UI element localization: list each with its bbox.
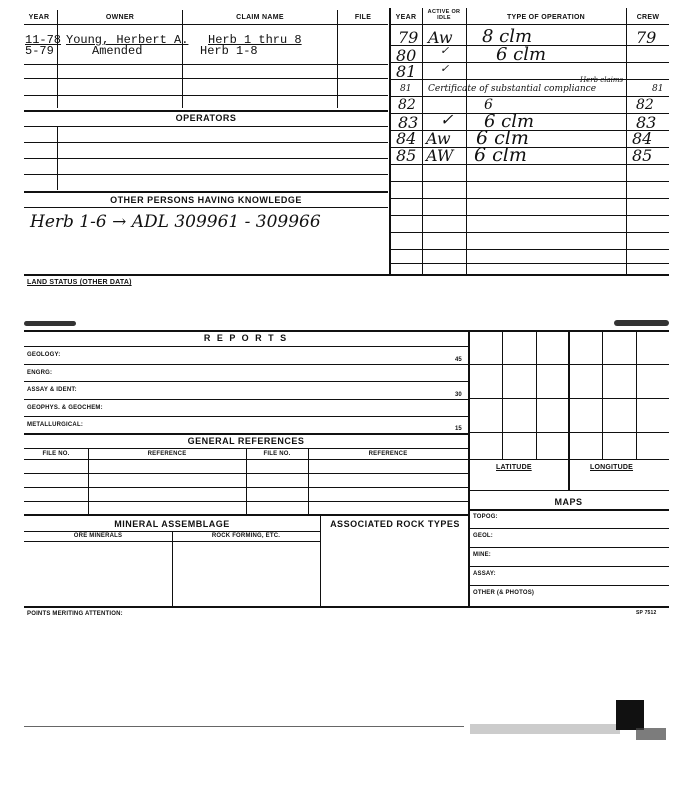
work-year-81b: 81: [400, 84, 412, 94]
section-divider: [468, 330, 470, 606]
col-rule: [246, 448, 247, 514]
report-engrg: ENGRG:: [27, 370, 53, 376]
work-op-81b: Certificate of substantial compliance: [428, 84, 597, 94]
rock-forming-header: ROCK FORMING, ETC.: [211, 533, 281, 539]
work-crew-82: 82: [636, 97, 654, 113]
grid-rule: [468, 432, 669, 433]
work-active-85: AW: [426, 146, 454, 165]
row-rule: [24, 64, 388, 65]
report-num-15: 15: [455, 426, 462, 432]
claims-file-header: FILE: [354, 14, 372, 21]
row-rule: [389, 79, 669, 80]
work-crew-79: 79: [636, 28, 657, 47]
work-year-85: 85: [396, 146, 417, 165]
scan-artifact: [614, 320, 669, 326]
row-rule: [24, 142, 388, 143]
crew-header: CREW: [636, 14, 660, 21]
claim-name-2: Herb 1-8: [200, 44, 258, 58]
work-crew-84: 84: [632, 129, 653, 148]
col-rule: [466, 8, 467, 274]
col-rule: [182, 10, 183, 108]
maps-title: MAPS: [554, 497, 583, 507]
row-rule: [468, 490, 669, 491]
col-rule: [57, 126, 58, 190]
work-active-84: Aw: [426, 129, 451, 148]
row-rule: [389, 181, 669, 182]
work-crew-83: 83: [636, 113, 657, 132]
points-rule: [24, 606, 669, 608]
land-status-rule: [24, 274, 669, 276]
reports-rule: [24, 330, 669, 332]
grid-rule: [536, 331, 537, 459]
report-geology: GEOLOGY:: [27, 352, 61, 358]
scan-artifact: [24, 726, 464, 727]
row-rule: [24, 126, 388, 127]
claims-name-header: CLAIM NAME: [236, 14, 284, 21]
grid-rule: [568, 331, 570, 490]
section-divider: [389, 8, 391, 274]
work-note-81b: Herb claims: [580, 76, 624, 84]
work-active-79: Aw: [428, 28, 453, 47]
grid-rule: [502, 331, 503, 459]
row-rule: [24, 174, 388, 175]
report-assay: ASSAY & IDENT:: [27, 387, 77, 393]
work-year-82: 82: [398, 97, 416, 113]
ore-minerals-header: ORE MINERALS: [73, 533, 123, 539]
operation-header: TYPE OF OPERATION: [506, 14, 586, 21]
col-rule: [626, 8, 627, 274]
work-year-80: 80: [396, 46, 417, 65]
work-crew-85: 85: [632, 146, 653, 165]
row-rule: [468, 528, 669, 529]
work-year-83: 83: [398, 113, 419, 132]
work-op-82: 6: [484, 97, 493, 113]
row-rule: [468, 585, 669, 586]
row-rule: [24, 158, 388, 159]
row-rule: [468, 566, 669, 567]
section-rule: [24, 433, 468, 435]
work-op-84: 6 clm: [476, 127, 529, 149]
work-active-81a: ✓: [440, 62, 450, 75]
claim-owner-1: Young, Herbert A.: [66, 33, 189, 47]
col-rule: [88, 448, 89, 514]
claim-name-1: Herb 1 thru 8: [208, 33, 302, 47]
report-metallurgical: METALLURGICAL:: [27, 422, 84, 428]
row-rule: [24, 399, 468, 400]
other-persons-note: Herb 1-6 → ADL 309961 - 309966: [30, 212, 321, 232]
ref-col-ref1: REFERENCE: [147, 451, 187, 457]
col-rule: [422, 8, 423, 274]
work-crew-81b: 81: [652, 84, 664, 94]
work-op-85: 6 clm: [474, 144, 527, 166]
other-persons-title: OTHER PERSONS HAVING KNOWLEDGE: [110, 195, 302, 205]
grid-rule: [636, 331, 637, 459]
claim-owner-2: Amended: [92, 44, 143, 58]
row-rule: [24, 381, 468, 382]
grid-rule: [468, 398, 669, 399]
row-rule: [389, 215, 669, 216]
general-references-title: GENERAL REFERENCES: [187, 436, 305, 446]
operators-title: OPERATORS: [175, 113, 237, 123]
row-rule: [389, 249, 669, 250]
row-rule: [24, 346, 468, 347]
col-rule: [320, 514, 321, 606]
scan-artifact: [616, 700, 644, 730]
work-active-83: ✓: [440, 110, 454, 129]
header-rule: [24, 24, 388, 25]
row-rule: [24, 207, 388, 208]
row-rule: [24, 416, 468, 417]
header-rule: [389, 24, 669, 25]
maps-topog: TOPOG:: [473, 514, 498, 520]
row-rule: [389, 198, 669, 199]
work-op-83: 6 clm: [484, 111, 535, 132]
row-rule: [24, 78, 388, 79]
claim-year-1: 11-78: [25, 33, 62, 47]
report-num-30: 30: [455, 392, 462, 398]
scan-artifact: [24, 321, 76, 326]
ref-col-ref2: REFERENCE: [368, 451, 408, 457]
land-status-label: LAND STATUS (OTHER DATA): [27, 279, 132, 286]
maps-mine: MINE:: [473, 552, 491, 558]
col-rule: [57, 10, 58, 108]
latitude-label: LATITUDE: [496, 464, 532, 471]
col-rule: [172, 531, 173, 606]
claim-year-2: 5-79: [25, 44, 54, 58]
associated-rock-types: ASSOCIATED ROCK TYPES: [330, 519, 460, 529]
section-rule: [24, 514, 468, 516]
maps-other: OTHER (& PHOTOS): [473, 590, 535, 596]
work-year-79: 79: [398, 28, 419, 47]
ref-col-file2: FILE NO.: [263, 451, 291, 457]
row-rule: [389, 263, 669, 264]
report-num-45: 45: [455, 357, 462, 363]
operators-rule: [24, 110, 388, 112]
col-rule: [308, 448, 309, 514]
grid-rule: [602, 331, 603, 459]
active-idle-header: ACTIVE OR IDLE: [427, 9, 461, 21]
maps-geol: GEOL:: [473, 533, 493, 539]
scan-artifact: [636, 728, 666, 740]
work-year-84: 84: [396, 129, 417, 148]
row-rule: [468, 547, 669, 548]
work-year-header: YEAR: [395, 14, 417, 21]
reports-title: R E P O R T S: [203, 333, 289, 343]
row-rule: [24, 364, 468, 365]
row-rule: [468, 509, 669, 511]
scan-artifact: [470, 724, 620, 734]
row-rule: [389, 232, 669, 233]
points-meriting-label: POINTS MERITING ATTENTION:: [27, 611, 123, 617]
col-rule: [337, 10, 338, 108]
row-rule: [24, 95, 388, 96]
work-active-80: ✓: [440, 44, 450, 57]
row-rule: [389, 96, 669, 97]
longitude-label: LONGITUDE: [590, 464, 634, 471]
grid-rule: [468, 459, 669, 460]
work-op-79: 8 clm: [482, 26, 533, 47]
work-op-80: 6 clm: [496, 44, 547, 65]
ref-col-file1: FILE NO.: [42, 451, 70, 457]
other-persons-rule: [24, 191, 388, 193]
work-year-81a: 81: [396, 62, 417, 81]
claims-owner-header: OWNER: [105, 14, 135, 21]
form-number: SP 7512: [636, 610, 657, 616]
report-geophys: GEOPHYS. & GEOCHEM:: [27, 405, 103, 411]
grid-rule: [468, 364, 669, 365]
maps-assay: ASSAY:: [473, 571, 496, 577]
mineral-title: MINERAL ASSEMBLAGE: [114, 519, 230, 529]
claims-year-header: YEAR: [28, 14, 50, 21]
